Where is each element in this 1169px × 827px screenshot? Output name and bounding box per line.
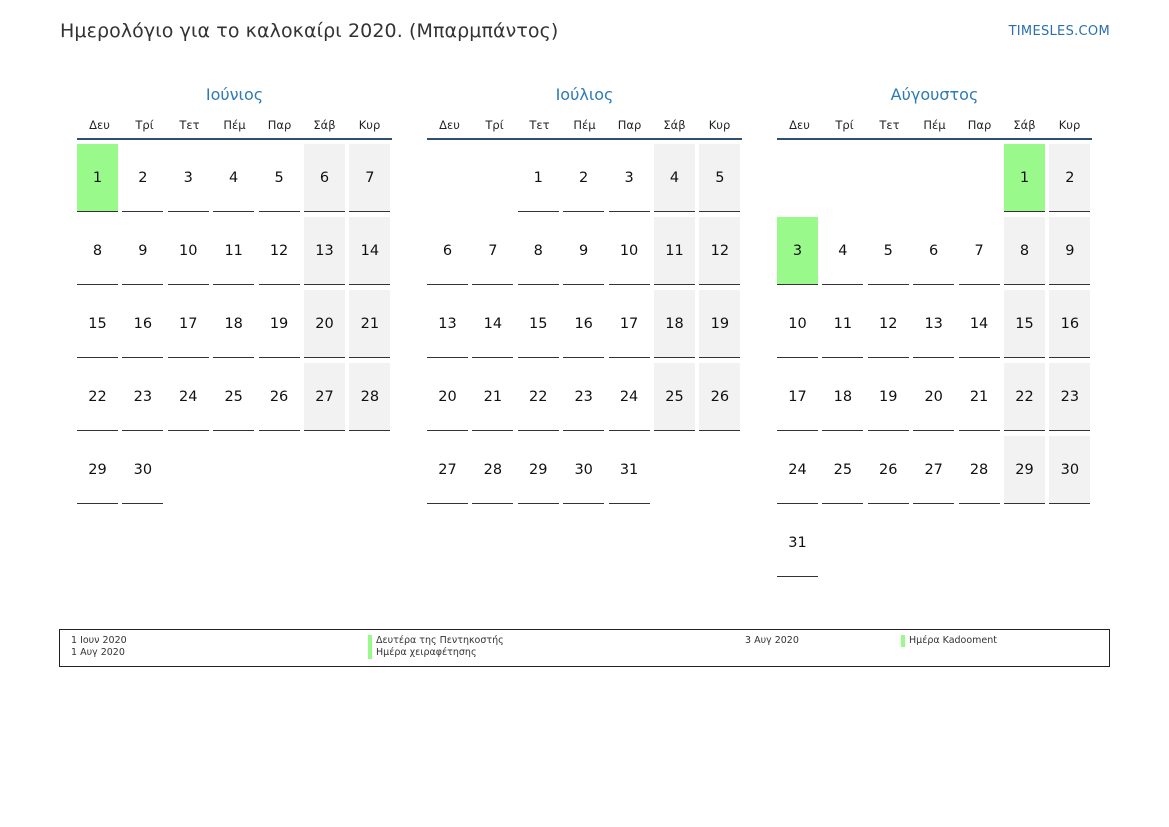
day-cell: 29 xyxy=(77,436,118,504)
day-cell: 12 xyxy=(868,290,909,358)
legend-date: 3 Αυγ 2020 xyxy=(745,635,799,646)
weekday-label: Σάβ xyxy=(663,118,686,132)
legend-date: 1 Ιουν 2020 xyxy=(71,635,127,646)
month-title: Αύγουστος xyxy=(890,85,979,104)
day-cell: 15 xyxy=(518,290,559,358)
day-cell: 21 xyxy=(959,363,1000,431)
day-cell: 7 xyxy=(472,217,513,285)
day-cell: 31 xyxy=(609,436,650,504)
day-cell: 30 xyxy=(122,436,163,504)
day-cell: 26 xyxy=(699,363,740,431)
day-cell: 14 xyxy=(349,217,390,285)
day-cell: 1 xyxy=(1004,144,1045,212)
day-cell: 15 xyxy=(1004,290,1045,358)
day-cell: 9 xyxy=(1049,217,1090,285)
day-cell: 26 xyxy=(259,363,300,431)
day-cell: 28 xyxy=(349,363,390,431)
weekday-label: Δευ xyxy=(439,118,460,132)
empty-day-cell xyxy=(959,144,1000,212)
weekday-label: Τετ xyxy=(179,118,200,132)
weekday-label: Σάβ xyxy=(1013,118,1036,132)
day-cell: 22 xyxy=(518,363,559,431)
day-cell: 1 xyxy=(518,144,559,212)
empty-day-cell xyxy=(472,144,513,212)
month-august xyxy=(777,82,1092,577)
day-cell: 24 xyxy=(777,436,818,504)
day-cell: 16 xyxy=(563,290,604,358)
weekday-label: Πέμ xyxy=(223,118,246,132)
weekday-header xyxy=(427,114,742,140)
weekday-header xyxy=(77,114,392,140)
day-cell: 12 xyxy=(259,217,300,285)
day-cell: 30 xyxy=(563,436,604,504)
weekday-label: Κυρ xyxy=(358,118,381,132)
day-cell: 27 xyxy=(304,363,345,431)
month-june xyxy=(77,82,392,504)
day-cell: 25 xyxy=(822,436,863,504)
day-cell: 23 xyxy=(563,363,604,431)
day-cell: 14 xyxy=(959,290,1000,358)
day-cell: 4 xyxy=(213,144,254,212)
day-cell: 22 xyxy=(1004,363,1045,431)
day-cell: 4 xyxy=(822,217,863,285)
day-cell: 29 xyxy=(518,436,559,504)
weekday-label: Τετ xyxy=(879,118,900,132)
weekday-label: Παρ xyxy=(967,118,992,132)
day-cell: 9 xyxy=(122,217,163,285)
day-cell: 28 xyxy=(472,436,513,504)
empty-day-cell xyxy=(822,144,863,212)
day-cell: 25 xyxy=(213,363,254,431)
weekday-label: Σάβ xyxy=(313,118,336,132)
day-cell: 18 xyxy=(654,290,695,358)
month-title: Ιούλιος xyxy=(555,85,614,104)
day-cell: 21 xyxy=(472,363,513,431)
day-grid xyxy=(77,144,392,504)
day-cell: 3 xyxy=(777,217,818,285)
weekday-label: Δευ xyxy=(89,118,110,132)
day-cell: 9 xyxy=(563,217,604,285)
day-cell: 24 xyxy=(168,363,209,431)
legend-date: 1 Αυγ 2020 xyxy=(71,647,125,658)
empty-day-cell xyxy=(868,144,909,212)
day-cell: 14 xyxy=(472,290,513,358)
day-cell: 19 xyxy=(699,290,740,358)
day-cell: 17 xyxy=(609,290,650,358)
day-cell: 3 xyxy=(168,144,209,212)
day-cell: 8 xyxy=(77,217,118,285)
weekday-label: Τρί xyxy=(135,118,154,132)
day-cell: 5 xyxy=(699,144,740,212)
weekday-header xyxy=(777,114,1092,140)
day-cell: 30 xyxy=(1049,436,1090,504)
day-cell: 13 xyxy=(304,217,345,285)
day-cell: 11 xyxy=(654,217,695,285)
day-cell: 12 xyxy=(699,217,740,285)
day-cell: 5 xyxy=(259,144,300,212)
day-cell: 7 xyxy=(959,217,1000,285)
legend-holiday-name: Δευτέρα της Πεντηκοστής xyxy=(368,635,504,647)
day-cell: 27 xyxy=(913,436,954,504)
weekday-label: Τρί xyxy=(835,118,854,132)
day-cell: 2 xyxy=(122,144,163,212)
day-cell: 19 xyxy=(868,363,909,431)
empty-day-cell xyxy=(427,144,468,212)
legend-holiday-name: Ημέρα χειραφέτησης xyxy=(368,647,477,659)
page-title: Ημερολόγιο για το καλοκαίρι 2020. (Μπαρμπάντος) xyxy=(60,20,559,42)
day-cell: 17 xyxy=(168,290,209,358)
day-cell: 1 xyxy=(77,144,118,212)
day-cell: 29 xyxy=(1004,436,1045,504)
day-cell: 26 xyxy=(868,436,909,504)
day-cell: 2 xyxy=(1049,144,1090,212)
weekday-label: Παρ xyxy=(267,118,292,132)
day-cell: 4 xyxy=(654,144,695,212)
day-cell: 23 xyxy=(122,363,163,431)
day-cell: 10 xyxy=(168,217,209,285)
day-cell: 18 xyxy=(822,363,863,431)
day-cell: 24 xyxy=(609,363,650,431)
day-cell: 3 xyxy=(609,144,650,212)
day-grid xyxy=(427,144,742,504)
day-cell: 11 xyxy=(213,217,254,285)
day-cell: 19 xyxy=(259,290,300,358)
day-cell: 27 xyxy=(427,436,468,504)
day-cell: 5 xyxy=(868,217,909,285)
day-cell: 13 xyxy=(427,290,468,358)
day-cell: 16 xyxy=(122,290,163,358)
holiday-legend xyxy=(59,629,1110,667)
day-cell: 23 xyxy=(1049,363,1090,431)
weekday-label: Πέμ xyxy=(923,118,946,132)
day-cell: 10 xyxy=(609,217,650,285)
day-cell: 8 xyxy=(518,217,559,285)
weekday-label: Τετ xyxy=(529,118,550,132)
weekday-label: Πέμ xyxy=(573,118,596,132)
weekday-label: Κυρ xyxy=(1058,118,1081,132)
day-cell: 21 xyxy=(349,290,390,358)
day-cell: 20 xyxy=(913,363,954,431)
day-cell: 6 xyxy=(913,217,954,285)
day-cell: 2 xyxy=(563,144,604,212)
day-cell: 13 xyxy=(913,290,954,358)
day-cell: 22 xyxy=(77,363,118,431)
weekday-label: Τρί xyxy=(485,118,504,132)
day-cell: 18 xyxy=(213,290,254,358)
empty-day-cell xyxy=(913,144,954,212)
day-grid xyxy=(777,144,1092,577)
day-cell: 16 xyxy=(1049,290,1090,358)
legend-holiday-name: Ημέρα Kadooment xyxy=(901,635,997,647)
day-cell: 17 xyxy=(777,363,818,431)
site-link[interactable]: TIMESLES.COM xyxy=(1008,24,1110,39)
day-cell: 6 xyxy=(427,217,468,285)
day-cell: 10 xyxy=(777,290,818,358)
weekday-label: Δευ xyxy=(789,118,810,132)
day-cell: 15 xyxy=(77,290,118,358)
month-july xyxy=(427,82,742,504)
day-cell: 7 xyxy=(349,144,390,212)
day-cell: 25 xyxy=(654,363,695,431)
day-cell: 20 xyxy=(427,363,468,431)
day-cell: 11 xyxy=(822,290,863,358)
day-cell: 31 xyxy=(777,509,818,577)
month-title: Ιούνιος xyxy=(205,85,264,104)
empty-day-cell xyxy=(777,144,818,212)
day-cell: 8 xyxy=(1004,217,1045,285)
day-cell: 20 xyxy=(304,290,345,358)
weekday-label: Παρ xyxy=(617,118,642,132)
day-cell: 6 xyxy=(304,144,345,212)
weekday-label: Κυρ xyxy=(708,118,731,132)
day-cell: 28 xyxy=(959,436,1000,504)
